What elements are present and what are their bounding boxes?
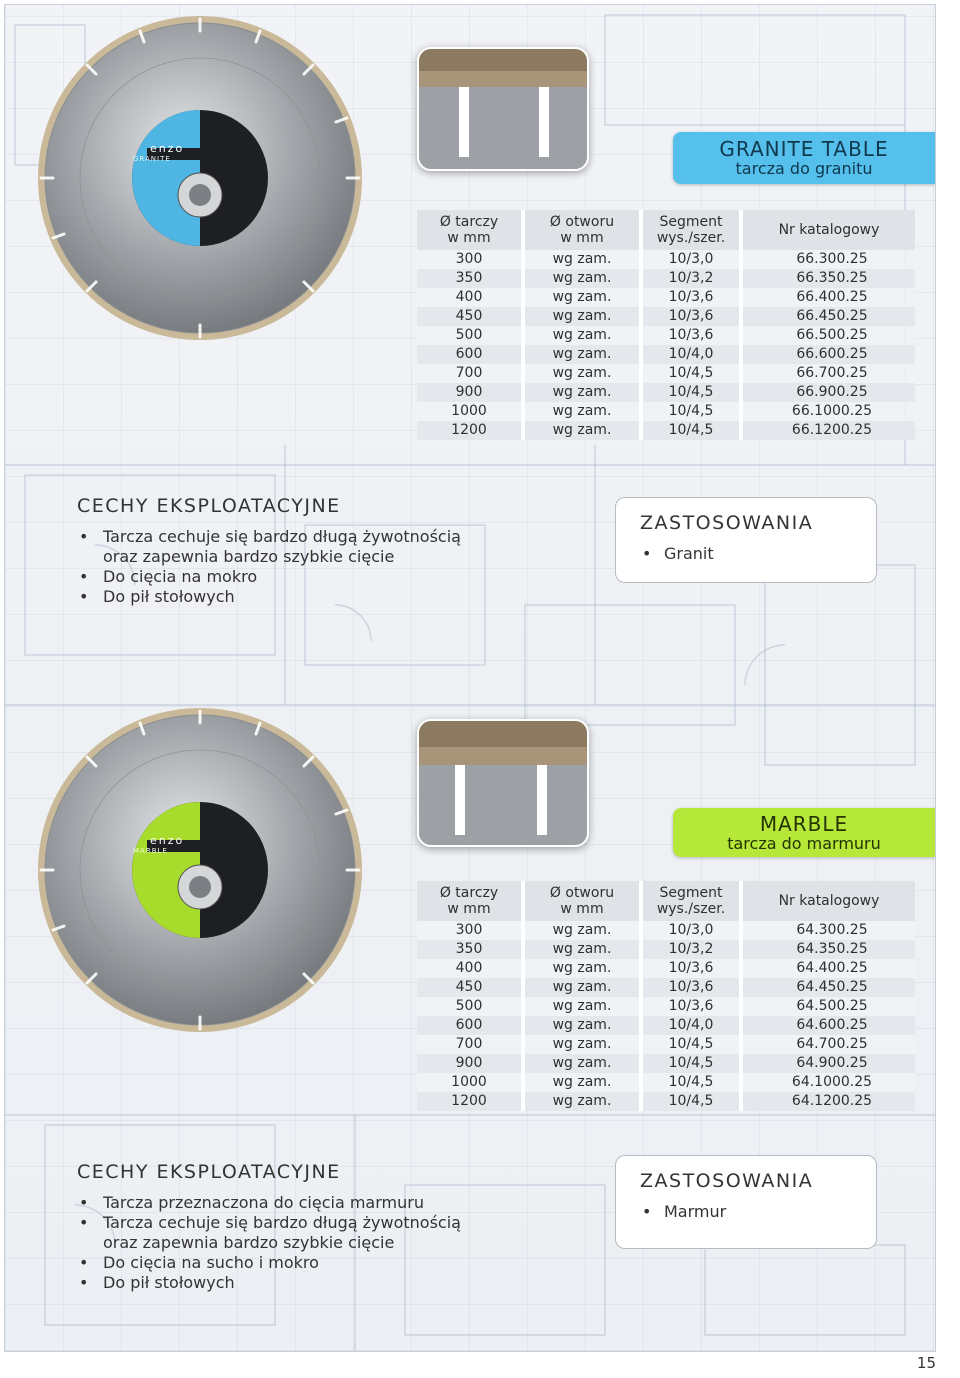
granite-banner-subtitle: tarcza do granitu (735, 159, 873, 178)
table-cell: 10/4,0 (641, 345, 741, 364)
table-cell: wg zam. (523, 1016, 641, 1035)
feature-text: oraz zapewnia bardzo szybkie cięcie (103, 1233, 395, 1252)
header-disc-diameter: Ø tarczy w mm (417, 210, 523, 250)
table-cell: 10/3,6 (641, 307, 741, 326)
page-frame (4, 4, 936, 1352)
feature-text: • Tarcza cechuje się bardzo długą żywotnością (103, 1213, 461, 1232)
marble-table-header (417, 881, 915, 921)
granite-section (5, 5, 935, 645)
table-cell: 10/4,5 (641, 364, 741, 383)
table-cell: 66.1000.25 (741, 402, 915, 421)
table-cell: 66.300.25 (741, 250, 915, 269)
marble-segment-closeup (417, 719, 589, 847)
table-row (417, 940, 915, 959)
feature-item (77, 587, 461, 607)
feature-item (77, 1273, 461, 1293)
table-row (417, 364, 915, 383)
page-number: 15 (916, 1354, 936, 1372)
table-row (417, 269, 915, 288)
table-cell: 64.450.25 (741, 978, 915, 997)
table-cell: 10/3,2 (641, 940, 741, 959)
table-cell: wg zam. (523, 307, 641, 326)
table-cell: 66.500.25 (741, 326, 915, 345)
feature-text: • Do cięcia na mokro (103, 567, 258, 586)
marble-spec-table (417, 881, 915, 1111)
table-cell: 10/3,6 (641, 288, 741, 307)
table-cell: wg zam. (523, 1073, 641, 1092)
granite-banner-title: GRANITE TABLE (719, 137, 889, 161)
table-row (417, 250, 915, 269)
granite-features (77, 495, 461, 607)
header-segment: Segment wys./szer. (641, 881, 741, 921)
table-cell: 10/3,2 (641, 269, 741, 288)
table-cell: 10/3,6 (641, 326, 741, 345)
table-cell: wg zam. (523, 940, 641, 959)
granite-applications-title: ZASTOSOWANIA (640, 512, 814, 534)
table-row (417, 1035, 915, 1054)
table-cell: 64.1200.25 (741, 1092, 915, 1111)
table-cell: 10/4,5 (641, 1054, 741, 1073)
table-row (417, 959, 915, 978)
table-cell: 64.1000.25 (741, 1073, 915, 1092)
table-cell: wg zam. (523, 364, 641, 383)
table-cell: 64.300.25 (741, 921, 915, 940)
table-cell: 10/4,5 (641, 1073, 741, 1092)
granite-segment-closeup (417, 47, 589, 171)
table-cell: 450 (417, 978, 523, 997)
feature-text: oraz zapewnia bardzo szybkie cięcie (103, 547, 395, 566)
table-cell: wg zam. (523, 978, 641, 997)
marble-disc-label: MARBLE (133, 847, 168, 855)
table-cell: 66.900.25 (741, 383, 915, 402)
table-cell: 66.600.25 (741, 345, 915, 364)
table-row (417, 421, 915, 440)
application-item: • Marmur (616, 1202, 876, 1221)
granite-applications-list (616, 544, 876, 563)
table-cell: 600 (417, 1016, 523, 1035)
table-row (417, 307, 915, 326)
table-row (417, 1054, 915, 1073)
table-cell: 1200 (417, 421, 523, 440)
table-cell: wg zam. (523, 402, 641, 421)
table-row (417, 326, 915, 345)
table-cell: 350 (417, 269, 523, 288)
table-cell: 350 (417, 940, 523, 959)
marble-applications-list (616, 1202, 876, 1221)
granite-table-header (417, 210, 915, 250)
granite-features-list (77, 527, 461, 607)
table-cell: wg zam. (523, 421, 641, 440)
table-row (417, 383, 915, 402)
table-cell: 450 (417, 307, 523, 326)
feature-text: • Do cięcia na sucho i mokro (103, 1253, 319, 1272)
table-cell: 1000 (417, 1073, 523, 1092)
table-cell: 700 (417, 1035, 523, 1054)
header-catalog-number: Nr katalogowy (741, 210, 915, 250)
marble-section (5, 685, 935, 1345)
table-cell: wg zam. (523, 959, 641, 978)
feature-text: • Do pił stołowych (103, 1273, 235, 1292)
granite-disc-image (35, 13, 365, 343)
granite-disc-brand: enzo (150, 142, 185, 155)
table-cell: 300 (417, 921, 523, 940)
table-cell: 10/4,5 (641, 383, 741, 402)
table-cell: 10/3,6 (641, 997, 741, 1016)
feature-item (77, 1193, 461, 1213)
application-item: • Granit (616, 544, 876, 563)
table-row (417, 1092, 915, 1111)
table-cell: wg zam. (523, 250, 641, 269)
table-row (417, 921, 915, 940)
granite-banner (673, 132, 935, 184)
table-cell: 500 (417, 326, 523, 345)
feature-text: • Tarcza przeznaczona do cięcia marmuru (103, 1193, 424, 1212)
table-cell: 64.900.25 (741, 1054, 915, 1073)
table-row (417, 402, 915, 421)
granite-disc-label: GRANITE (133, 155, 171, 163)
table-cell: 600 (417, 345, 523, 364)
marble-banner-title: MARBLE (759, 812, 849, 836)
table-cell: wg zam. (523, 997, 641, 1016)
table-cell: 900 (417, 1054, 523, 1073)
table-cell: 10/3,6 (641, 978, 741, 997)
table-cell: 66.1200.25 (741, 421, 915, 440)
table-cell: 300 (417, 250, 523, 269)
granite-spec-table (417, 210, 915, 440)
table-row (417, 345, 915, 364)
header-catalog-number: Nr katalogowy (741, 881, 915, 921)
table-row (417, 1016, 915, 1035)
table-row (417, 1073, 915, 1092)
header-bore-diameter: Ø otworu w mm (523, 881, 641, 921)
table-cell: 66.700.25 (741, 364, 915, 383)
table-cell: wg zam. (523, 1035, 641, 1054)
table-cell: 64.400.25 (741, 959, 915, 978)
feature-text: • Tarcza cechuje się bardzo długą żywotnością (103, 527, 461, 546)
feature-item (77, 567, 461, 587)
table-cell: 400 (417, 288, 523, 307)
table-cell: wg zam. (523, 1092, 641, 1111)
table-cell: 900 (417, 383, 523, 402)
table-cell: wg zam. (523, 921, 641, 940)
table-cell: 66.400.25 (741, 288, 915, 307)
table-cell: 700 (417, 364, 523, 383)
feature-item (77, 1213, 461, 1253)
feature-item (77, 527, 461, 567)
feature-text: • Do pił stołowych (103, 587, 235, 606)
table-row (417, 288, 915, 307)
table-cell: 10/3,6 (641, 959, 741, 978)
table-cell: 10/4,5 (641, 1035, 741, 1054)
marble-features (77, 1161, 461, 1293)
granite-applications-box (615, 497, 877, 583)
marble-features-list (77, 1193, 461, 1293)
table-cell: 10/3,0 (641, 250, 741, 269)
granite-features-title: CECHY EKSPLOATACYJNE (77, 495, 341, 517)
table-cell: 64.700.25 (741, 1035, 915, 1054)
table-cell: 400 (417, 959, 523, 978)
table-cell: 10/4,5 (641, 1092, 741, 1111)
table-cell: 64.350.25 (741, 940, 915, 959)
feature-item (77, 1253, 461, 1273)
header-bore-diameter: Ø otworu w mm (523, 210, 641, 250)
marble-banner (673, 808, 935, 857)
table-cell: 10/4,5 (641, 421, 741, 440)
marble-disc-image (35, 705, 365, 1035)
table-cell: 1200 (417, 1092, 523, 1111)
table-cell: 10/4,5 (641, 402, 741, 421)
marble-applications-title: ZASTOSOWANIA (640, 1170, 814, 1192)
marble-features-title: CECHY EKSPLOATACYJNE (77, 1161, 341, 1183)
table-cell: wg zam. (523, 288, 641, 307)
table-cell: 500 (417, 997, 523, 1016)
table-cell: 66.350.25 (741, 269, 915, 288)
table-row (417, 997, 915, 1016)
marble-banner-subtitle: tarcza do marmuru (727, 834, 881, 853)
table-cell: wg zam. (523, 1054, 641, 1073)
header-disc-diameter: Ø tarczy w mm (417, 881, 523, 921)
marble-applications-box (615, 1155, 877, 1249)
table-cell: wg zam. (523, 326, 641, 345)
header-segment: Segment wys./szer. (641, 210, 741, 250)
table-cell: 1000 (417, 402, 523, 421)
table-cell: 64.500.25 (741, 997, 915, 1016)
table-cell: 10/3,0 (641, 921, 741, 940)
table-cell: wg zam. (523, 345, 641, 364)
table-row (417, 978, 915, 997)
table-cell: wg zam. (523, 383, 641, 402)
table-cell: 66.450.25 (741, 307, 915, 326)
marble-disc-brand: enzo (150, 834, 185, 847)
table-cell: wg zam. (523, 269, 641, 288)
table-cell: 64.600.25 (741, 1016, 915, 1035)
table-cell: 10/4,0 (641, 1016, 741, 1035)
